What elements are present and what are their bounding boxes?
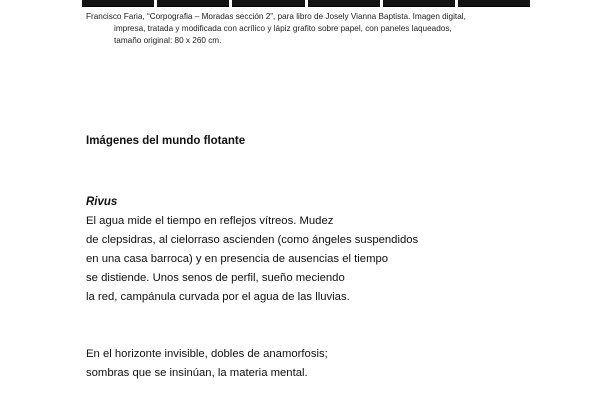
artwork-panel — [82, 0, 154, 7]
artwork-panel — [157, 0, 229, 7]
caption-line: impresa, tratada y modificada con acrílico y lápiz grafito sobre papel, con paneles laqueados, — [114, 24, 452, 33]
artwork-panel — [232, 0, 304, 7]
caption-line: tamaño original: 80 x 260 cm. — [114, 36, 222, 45]
poem-title: Rivus — [86, 196, 118, 208]
artwork-panel — [458, 0, 530, 7]
artwork-image-strip — [82, 0, 530, 7]
caption-line: Francisco Faria, “Corpografia – Moradas sección 2”, para libro de Josely Vianna Baptista. Imagen digital, — [86, 12, 466, 21]
poem-stanza — [86, 345, 328, 383]
image-caption — [86, 11, 526, 47]
artwork-panel — [383, 0, 455, 7]
poem-line: En el horizonte invisible, dobles de anamorfosis; — [86, 348, 328, 360]
poem-line: sombras que se insinúan, la materia mental. — [86, 367, 308, 379]
artwork-panel — [308, 0, 380, 7]
poem-stanza — [86, 212, 418, 307]
poem-line: El agua mide el tiempo en reflejos vítreos. Mudez — [86, 215, 334, 227]
section-title: Imágenes del mundo flotante — [86, 135, 246, 147]
poem-line: de clepsidras, al cielorraso ascienden (como ángeles suspendidos — [86, 234, 419, 246]
poem-line: en una casa barroca) y en presencia de ausencias el tiempo — [86, 253, 389, 265]
poem-line: la red, campánula curvada por el agua de las lluvias. — [86, 291, 350, 303]
poem-line: se distiende. Unos senos de perfil, sueño meciendo — [86, 272, 345, 284]
